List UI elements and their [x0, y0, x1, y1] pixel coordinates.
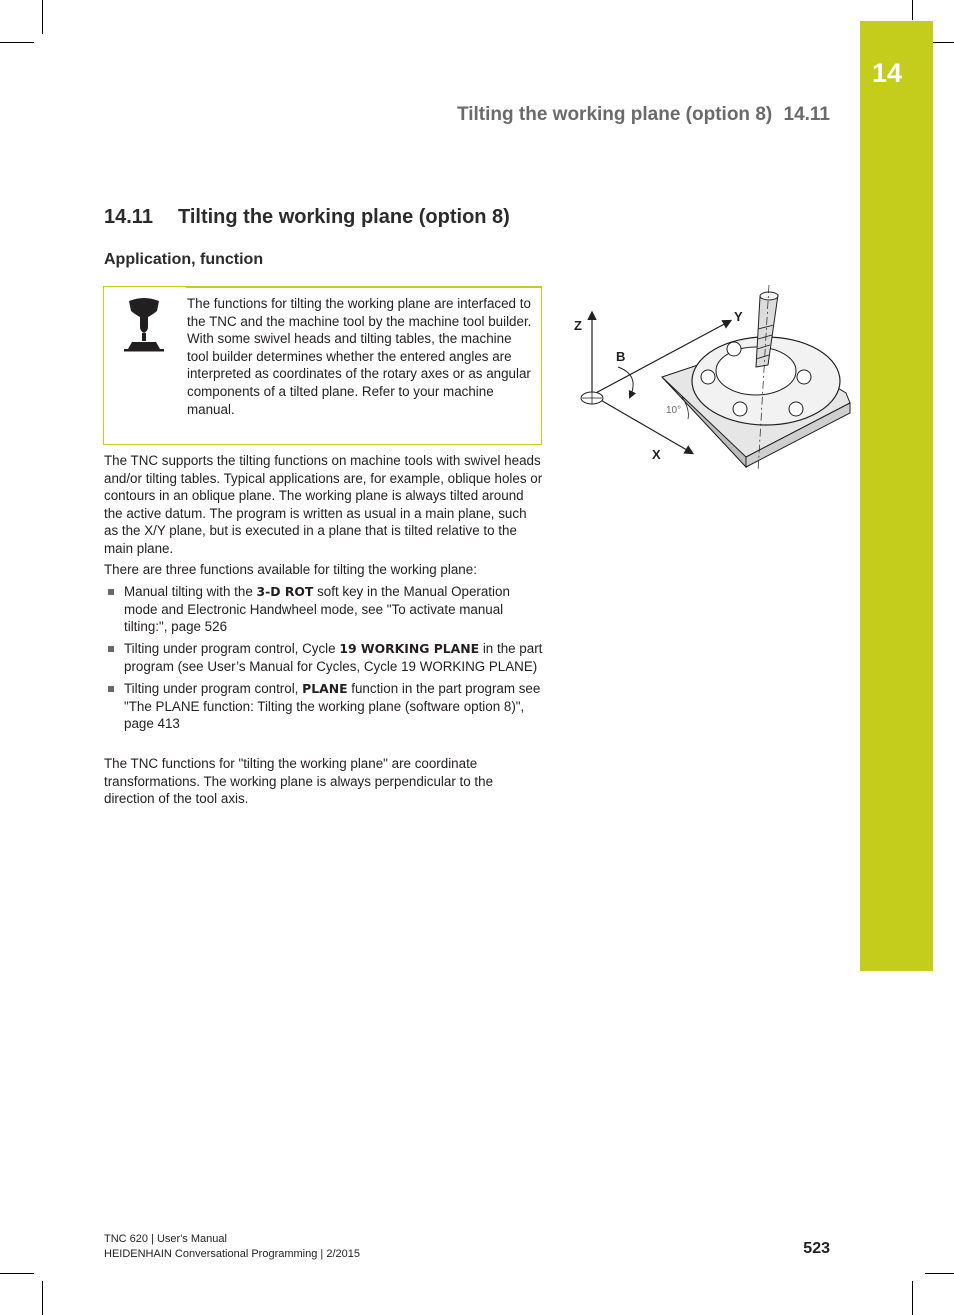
bullet-square-icon — [108, 686, 114, 692]
x-axis-label: X — [652, 447, 661, 462]
section-number: 14.11 — [104, 206, 153, 228]
crop-mark — [0, 42, 34, 43]
note-divider — [186, 287, 542, 288]
footer-manual-title: TNC 620 | User's Manual — [104, 1233, 227, 1245]
softkey-name: 3-D ROT — [256, 584, 314, 599]
bullet-list — [104, 583, 544, 737]
z-axis-label: Z — [574, 318, 582, 333]
section-title — [104, 206, 510, 229]
list-item: Tilting under program control, PLANE function in the part program see "The PLANE function: Tilting the working plane (software option 8)", page 413 — [104, 680, 544, 733]
b-axis-label: B — [616, 349, 626, 364]
chapter-tab — [860, 21, 933, 971]
bullet-square-icon — [108, 589, 114, 595]
running-header-title: Tilting the working plane (option 8) — [456, 104, 773, 125]
function-name: PLANE — [302, 680, 348, 696]
footer-edition: HEIDENHAIN Conversational Programming | 2/2015 — [104, 1248, 360, 1260]
list-item: Tilting under program control, Cycle 19 WORKING PLANE in the part program (see User’s Manual for Cycles, Cycle 19 WORKING PLANE) — [104, 640, 544, 675]
crop-mark — [0, 1273, 34, 1274]
chapter-number: 14 — [872, 58, 903, 88]
crop-mark — [912, 0, 913, 20]
note-box — [103, 286, 542, 445]
list-item: Manual tilting with the 3-D ROT soft key in the Manual Operation mode and Electronic Handwheel mode, see "To activate manual tilting:", page 526 — [104, 583, 544, 636]
tilted-plane-figure — [570, 285, 860, 475]
running-header-number: 14.11 — [783, 104, 830, 125]
b-rotation-arrow — [618, 367, 633, 397]
paragraph: The TNC supports the tilting functions on machine tools with swivel heads and/or tilting tables. Typical applications are, for example, oblique holes or contours in an oblique plane. The working plane is always tilted around the active datum. The program is written as usual in a main plane, such as the X/Y plane, but is executed in a plane that is tilted relative to the main plane. — [104, 453, 543, 556]
section-title-text: Tilting the working plane (option 8) — [178, 206, 510, 228]
x-axis — [592, 395, 692, 453]
paragraph: The TNC functions for "tilting the working plane" are coordinate transformations. The working plane is always perpendicular to the direction of the tool axis. — [104, 756, 494, 807]
subsection-title: Application, function — [104, 251, 264, 268]
crop-mark — [925, 1273, 954, 1274]
paragraph: There are three functions available for tilting the working plane: — [104, 562, 477, 577]
cycle-name: 19 WORKING PLANE — [339, 641, 480, 657]
crop-mark — [42, 0, 43, 34]
bullet-square-icon — [108, 646, 114, 652]
y-axis-label: Y — [734, 309, 743, 324]
note-text: The functions for tilting the working plane are interfaced to the TNC and the machine tool by the machine tool builder. With some swivel heads and tilting tables, the machine tool builder determines whether the entered angles are interpreted as coordinates of the rotary axes or as angular components of a tilted plane. Refer to your machine manual. — [187, 296, 532, 417]
crop-mark — [42, 1281, 43, 1315]
running-header — [457, 104, 830, 126]
crop-mark — [912, 1281, 913, 1315]
machine-tool-builder-icon — [124, 297, 164, 353]
angle-label: 10° — [666, 405, 682, 416]
page-number: 523 — [803, 1240, 830, 1257]
